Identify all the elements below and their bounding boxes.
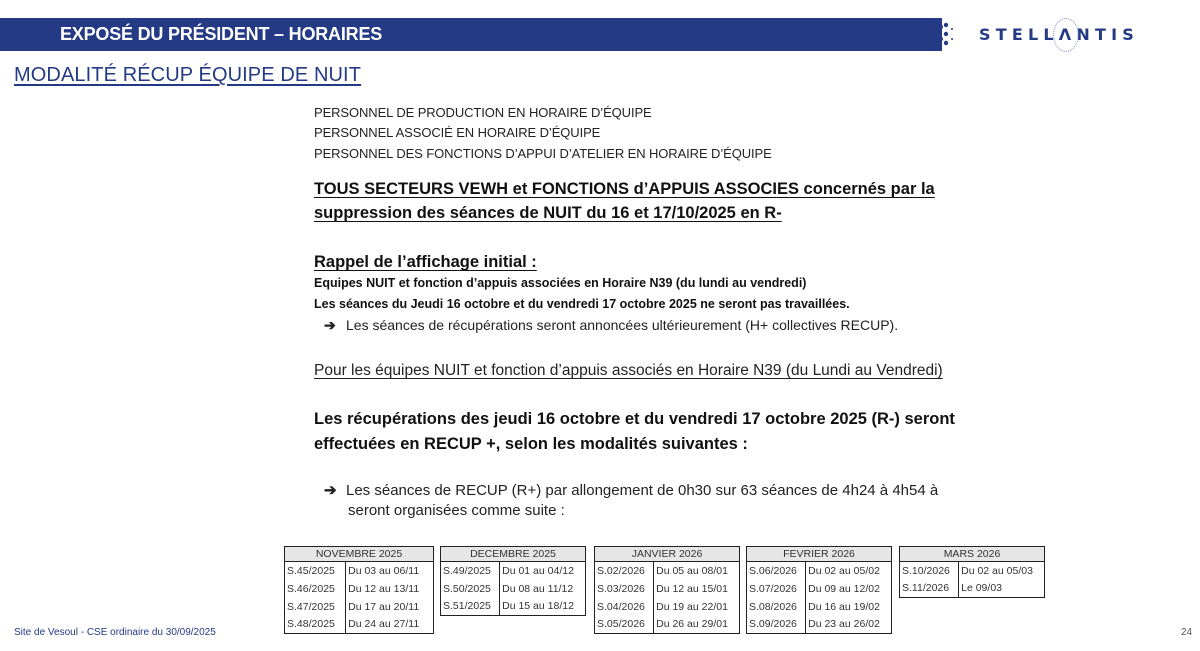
table-row bbox=[747, 616, 892, 634]
month-table-mars bbox=[899, 546, 1045, 598]
dates-cell: Du 02 au 05/03 bbox=[961, 564, 1033, 577]
dates-cell: Du 19 au 22/01 bbox=[656, 600, 728, 613]
dates-cell: Du 05 au 08/01 bbox=[656, 564, 728, 577]
dates-cell: Du 02 au 05/02 bbox=[808, 564, 880, 577]
reminder-title: Rappel de l’affichage initial : bbox=[314, 253, 537, 271]
dates-cell: Du 08 au 11/12 bbox=[502, 582, 574, 595]
logo-a-glyph bbox=[1059, 22, 1077, 48]
week-cell: S.46/2025 bbox=[285, 580, 346, 598]
sessions-arrow-item bbox=[324, 481, 938, 499]
dates-cell: Du 23 au 26/02 bbox=[808, 618, 880, 631]
month-table-fevrier bbox=[746, 546, 892, 634]
arrow-right-icon: ➔ bbox=[324, 317, 336, 333]
table-row bbox=[595, 562, 740, 580]
dates-cell: Du 12 au 13/11 bbox=[348, 582, 420, 595]
dates-cell: Du 26 au 29/01 bbox=[656, 618, 728, 631]
table-row bbox=[747, 598, 892, 616]
header-bar bbox=[0, 18, 942, 51]
logo-text-end: NTIS bbox=[1076, 25, 1139, 44]
dates-cell: Le 09/03 bbox=[961, 582, 1002, 595]
slide-title: EXPOSÉ DU PRÉSIDENT – HORAIRES bbox=[60, 24, 383, 44]
table-row bbox=[441, 562, 586, 580]
week-cell: S.02/2026 bbox=[595, 562, 654, 580]
personnel-line: PERSONNEL ASSOCIÉ EN HORAIRE D’ÉQUIPE bbox=[314, 125, 601, 140]
logo-ring-icon bbox=[1053, 18, 1079, 52]
reminder-line: Equipes NUIT et fonction d’appuis associées en Horaire N39 (du lundi au vendredi) bbox=[314, 276, 807, 290]
table-row bbox=[285, 616, 434, 634]
reminder-line: Les séances du Jeudi 16 octobre et du vendredi 17 octobre 2025 ne seront pas travaillées. bbox=[314, 297, 850, 311]
personnel-line: PERSONNEL DE PRODUCTION EN HORAIRE D’ÉQUIPE bbox=[314, 105, 652, 120]
table-row bbox=[285, 580, 434, 598]
week-cell: S.48/2025 bbox=[285, 616, 346, 634]
week-cell: S.45/2025 bbox=[285, 562, 346, 580]
week-cell: S.50/2025 bbox=[441, 580, 500, 598]
week-cell: S.03/2026 bbox=[595, 580, 654, 598]
dates-cell: Du 15 au 18/12 bbox=[502, 600, 574, 613]
stellantis-logo bbox=[979, 22, 1139, 48]
table-row bbox=[285, 562, 434, 580]
table-row bbox=[747, 562, 892, 580]
dates-cell: Du 09 au 12/02 bbox=[808, 582, 880, 595]
logo-a-letter: Λ bbox=[1058, 25, 1077, 44]
dates-cell: Du 03 au 06/11 bbox=[348, 564, 420, 577]
week-cell: S.47/2025 bbox=[285, 598, 346, 616]
section-subtitle: MODALITÉ RÉCUP ÉQUIPE DE NUIT bbox=[14, 64, 362, 86]
page-number: 24 bbox=[1181, 627, 1193, 638]
table-row bbox=[595, 598, 740, 616]
week-cell: S.51/2025 bbox=[441, 598, 500, 616]
table-row bbox=[900, 580, 1045, 598]
month-table-decembre bbox=[440, 546, 586, 616]
sessions-text: Les séances de RECUP (R+) par allongement de 0h30 sur 63 séances de 4h24 à 4h54 à bbox=[346, 482, 939, 499]
arrow-right-icon: ➔ bbox=[324, 482, 337, 499]
sessions-text-cont: seront organisées comme suite : bbox=[348, 502, 565, 519]
month-table-novembre bbox=[284, 546, 434, 634]
table-row bbox=[900, 562, 1045, 580]
month-header: NOVEMBRE 2025 bbox=[285, 547, 434, 562]
table-row bbox=[747, 580, 892, 598]
week-cell: S.05/2026 bbox=[595, 616, 654, 634]
dates-cell: Du 01 au 04/12 bbox=[502, 564, 574, 577]
dates-cell: Du 24 au 27/11 bbox=[348, 618, 420, 631]
week-cell: S.04/2026 bbox=[595, 598, 654, 616]
table-row bbox=[595, 616, 740, 634]
scope-heading-line2: suppression des séances de NUIT du 16 et 17/10/2025 en R- bbox=[314, 204, 782, 222]
dates-cell: Du 12 au 15/01 bbox=[656, 582, 728, 595]
month-header: MARS 2026 bbox=[900, 547, 1045, 562]
month-header: JANVIER 2026 bbox=[595, 547, 740, 562]
dates-cell: Du 16 au 19/02 bbox=[808, 600, 880, 613]
reminder-arrow-text: Les séances de récupérations seront annoncées ultérieurement (H+ collectives RECUP). bbox=[346, 317, 899, 333]
teams-heading: Pour les équipes NUIT et fonction d’appuis associés en Horaire N39 (du Lundi au Vendredi) bbox=[314, 362, 943, 379]
recovery-line: Les récupérations des jeudi 16 octobre et du vendredi 17 octobre 2025 (R-) seront bbox=[314, 410, 955, 428]
footer-site-info: Site de Vesoul - CSE ordinaire du 30/09/2025 bbox=[14, 627, 216, 638]
logo-text-start: STELL bbox=[979, 25, 1059, 44]
table-row bbox=[441, 580, 586, 598]
reminder-arrow-item bbox=[324, 317, 898, 334]
month-header: FEVRIER 2026 bbox=[747, 547, 892, 562]
month-table-janvier bbox=[594, 546, 740, 634]
week-cell: S.49/2025 bbox=[441, 562, 500, 580]
table-row bbox=[595, 580, 740, 598]
header-dots-decoration-icon bbox=[936, 18, 960, 51]
personnel-line: PERSONNEL DES FONCTIONS D’APPUI D’ATELIER EN HORAIRE D’ÉQUIPE bbox=[314, 146, 772, 161]
week-cell: S.11/2026 bbox=[900, 580, 959, 598]
week-cell: S.09/2026 bbox=[747, 616, 806, 634]
scope-heading-line1: TOUS SECTEURS VEWH et FONCTIONS d’APPUIS ASSOCIES concernés par la bbox=[314, 180, 935, 198]
week-cell: S.07/2026 bbox=[747, 580, 806, 598]
dates-cell: Du 17 au 20/11 bbox=[348, 600, 420, 613]
recovery-line: effectuées en RECUP +, selon les modalités suivantes : bbox=[314, 435, 748, 453]
week-cell: S.08/2026 bbox=[747, 598, 806, 616]
week-cell: S.06/2026 bbox=[747, 562, 806, 580]
table-row bbox=[441, 598, 586, 616]
table-row bbox=[285, 598, 434, 616]
month-header: DECEMBRE 2025 bbox=[441, 547, 586, 562]
week-cell: S.10/2026 bbox=[900, 562, 959, 580]
